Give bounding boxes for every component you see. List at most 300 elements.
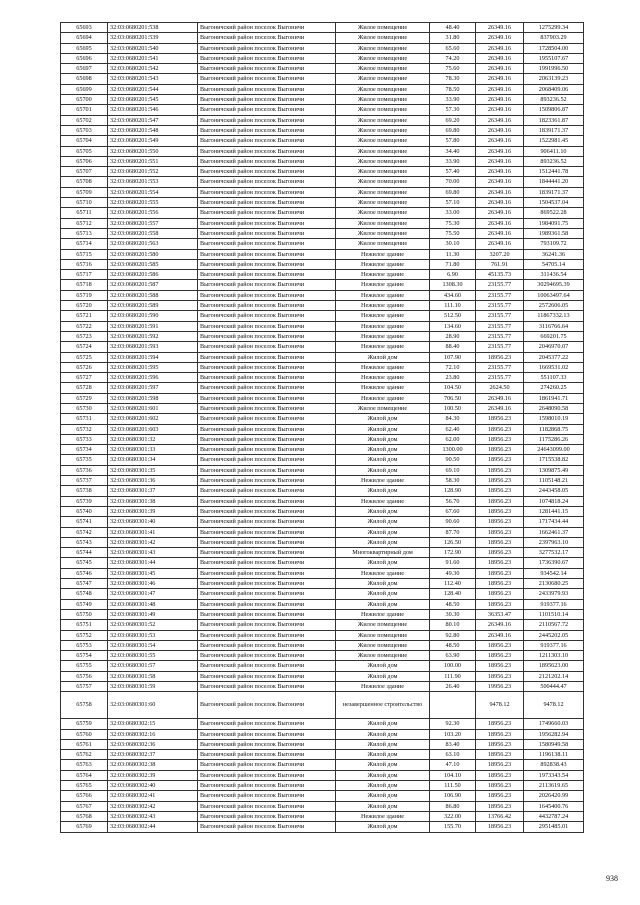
- address-cell: Выгоничский район поселок Выгоничи: [198, 496, 336, 506]
- row-number-cell: 65704: [61, 136, 108, 146]
- address-cell: Выгоничский район поселок Выгоничи: [198, 105, 336, 115]
- area-cell: 57.10: [430, 198, 476, 208]
- unit-value-cell: 19956.23: [476, 682, 524, 692]
- table-row: [61, 414, 584, 424]
- table-row: [61, 671, 584, 681]
- object-type-cell: Жилое помещение: [336, 620, 430, 630]
- row-number-cell: 65714: [61, 239, 108, 249]
- object-type-cell: Многоквартирный дом: [336, 548, 430, 558]
- cadastral-number-cell: 32:03:0680201:542: [108, 64, 198, 74]
- unit-value-cell: 23155.77: [476, 290, 524, 300]
- row-number-cell: 65731: [61, 414, 108, 424]
- cadastral-number-cell: 32:03:0680201:539: [108, 33, 198, 43]
- unit-value-cell: 18956.23: [476, 781, 524, 791]
- cadastral-value-cell: 3277532.17: [524, 548, 584, 558]
- table-row: [61, 43, 584, 53]
- object-type-cell: Жилой дом: [336, 506, 430, 516]
- address-cell: Выгоничский район поселок Выгоничи: [198, 781, 336, 791]
- row-number-cell: 65727: [61, 373, 108, 383]
- cadastral-number-cell: 32:03:0680301:52: [108, 620, 198, 630]
- table-row: [61, 434, 584, 444]
- cadastral-value-cell: 1895623.00: [524, 661, 584, 671]
- cadastral-value-cell: 1861941.71: [524, 393, 584, 403]
- table-row: [61, 187, 584, 197]
- area-cell: 30.10: [430, 239, 476, 249]
- area-cell: 111.10: [430, 301, 476, 311]
- document-page: [60, 22, 583, 833]
- cadastral-number-cell: 32:03:0680301:39: [108, 506, 198, 516]
- cadastral-number-cell: 32:03:0680302:41: [108, 791, 198, 801]
- table-row: [61, 115, 584, 125]
- unit-value-cell: 26349.16: [476, 167, 524, 177]
- address-cell: Выгоничский район поселок Выгоничи: [198, 414, 336, 424]
- table-row: [61, 548, 584, 558]
- address-cell: Выгоничский район поселок Выгоничи: [198, 290, 336, 300]
- cadastral-number-cell: 32:03:0680201:596: [108, 373, 198, 383]
- address-cell: Выгоничский район поселок Выгоничи: [198, 198, 336, 208]
- unit-value-cell: 18956.23: [476, 801, 524, 811]
- unit-value-cell: 18956.23: [476, 568, 524, 578]
- area-cell: 91.60: [430, 558, 476, 568]
- area-cell: 63.10: [430, 750, 476, 760]
- row-number-cell: 65726: [61, 362, 108, 372]
- table-row: [61, 270, 584, 280]
- row-number-cell: 65729: [61, 393, 108, 403]
- unit-value-cell: 26349.16: [476, 136, 524, 146]
- row-number-cell: 65703: [61, 125, 108, 135]
- cadastral-value-cell: 2433979.93: [524, 589, 584, 599]
- address-cell: Выгоничский район поселок Выгоничи: [198, 589, 336, 599]
- row-number-cell: 65705: [61, 146, 108, 156]
- object-type-cell: Жилой дом: [336, 589, 430, 599]
- row-number-cell: 65762: [61, 750, 108, 760]
- object-type-cell: Жилой дом: [336, 352, 430, 362]
- cadastral-value-cell: 1669531.02: [524, 362, 584, 372]
- cadastral-number-cell: 32:03:0680301:54: [108, 640, 198, 650]
- unit-value-cell: 45135.73: [476, 270, 524, 280]
- area-cell: 28.90: [430, 331, 476, 341]
- area-cell: 1308.30: [430, 280, 476, 290]
- cadastral-value-cell: 906411.10: [524, 146, 584, 156]
- cadastral-number-cell: 32:03:0680201:595: [108, 362, 198, 372]
- unit-value-cell: 26349.16: [476, 125, 524, 135]
- table-row: [61, 476, 584, 486]
- unit-value-cell: 26349.16: [476, 74, 524, 84]
- area-cell: 57.40: [430, 167, 476, 177]
- table-row: [61, 64, 584, 74]
- area-cell: 26.40: [430, 682, 476, 692]
- cadastral-number-cell: 32:03:0680302:16: [108, 729, 198, 739]
- area-cell: 90.50: [430, 455, 476, 465]
- table-row: [61, 599, 584, 609]
- cadastral-number-cell: 32:03:0680201:563: [108, 239, 198, 249]
- object-type-cell: Жилое помещение: [336, 651, 430, 661]
- address-cell: Выгоничский район поселок Выгоничи: [198, 239, 336, 249]
- cadastral-value-cell: 36241.36: [524, 249, 584, 259]
- unit-value-cell: 18956.23: [476, 414, 524, 424]
- object-type-cell: Жилой дом: [336, 781, 430, 791]
- cadastral-number-cell: 32:03:0680201:598: [108, 393, 198, 403]
- object-type-cell: Жилой дом: [336, 671, 430, 681]
- cadastral-number-cell: 32:03:0680201:552: [108, 167, 198, 177]
- unit-value-cell: 23155.77: [476, 301, 524, 311]
- cadastral-number-cell: 32:03:0680302:37: [108, 750, 198, 760]
- cadastral-number-cell: 32:03:0680301:59: [108, 682, 198, 692]
- object-type-cell: Жилой дом: [336, 822, 430, 832]
- table-row: [61, 373, 584, 383]
- address-cell: Выгоничский район поселок Выгоничи: [198, 537, 336, 547]
- cadastral-value-cell: 1196138.11: [524, 750, 584, 760]
- unit-value-cell: 23155.77: [476, 362, 524, 372]
- table-row: [61, 33, 584, 43]
- unit-value-cell: 9478.12: [476, 692, 524, 719]
- table-row: [61, 136, 584, 146]
- address-cell: Выгоничский район поселок Выгоничи: [198, 95, 336, 105]
- table-row: [61, 791, 584, 801]
- object-type-cell: Нежилое здание: [336, 568, 430, 578]
- cadastral-number-cell: 32:03:0680201:551: [108, 156, 198, 166]
- row-number-cell: 65721: [61, 311, 108, 321]
- row-number-cell: 65765: [61, 781, 108, 791]
- cadastral-value-cell: 1101510.14: [524, 609, 584, 619]
- unit-value-cell: 18956.23: [476, 352, 524, 362]
- table-row: [61, 682, 584, 692]
- cadastral-number-cell: 32:03:0680201:587: [108, 280, 198, 290]
- row-number-cell: 65761: [61, 739, 108, 749]
- cadastral-value-cell: 2046970.07: [524, 342, 584, 352]
- row-number-cell: 65700: [61, 95, 108, 105]
- row-number-cell: 65759: [61, 719, 108, 729]
- area-cell: 6.90: [430, 270, 476, 280]
- address-cell: Выгоничский район поселок Выгоничи: [198, 53, 336, 63]
- row-number-cell: 65734: [61, 445, 108, 455]
- object-type-cell: Жилое помещение: [336, 74, 430, 84]
- address-cell: Выгоничский район поселок Выгоничи: [198, 506, 336, 516]
- cadastral-number-cell: 32:03:0680201:593: [108, 342, 198, 352]
- cadastral-value-cell: 1281441.15: [524, 506, 584, 516]
- table-row: [61, 424, 584, 434]
- row-number-cell: 65706: [61, 156, 108, 166]
- row-number-cell: 65730: [61, 403, 108, 413]
- object-type-cell: Жилое помещение: [336, 228, 430, 238]
- area-cell: 100.50: [430, 403, 476, 413]
- area-cell: 33.00: [430, 208, 476, 218]
- address-cell: Выгоничский район поселок Выгоничи: [198, 579, 336, 589]
- row-number-cell: 65732: [61, 424, 108, 434]
- object-type-cell: Нежилое здание: [336, 301, 430, 311]
- address-cell: Выгоничский район поселок Выгоничи: [198, 739, 336, 749]
- address-cell: Выгоничский район поселок Выгоничи: [198, 822, 336, 832]
- table-row: [61, 105, 584, 115]
- area-cell: 100.00: [430, 661, 476, 671]
- cadastral-value-cell: 1522981.45: [524, 136, 584, 146]
- cadastral-number-cell: 32:03:0680301:55: [108, 651, 198, 661]
- unit-value-cell: 18956.23: [476, 640, 524, 650]
- table-row: [61, 352, 584, 362]
- row-number-cell: 65747: [61, 579, 108, 589]
- row-number-cell: 65740: [61, 506, 108, 516]
- area-cell: 90.60: [430, 517, 476, 527]
- object-type-cell: Жилой дом: [336, 739, 430, 749]
- table-row: [61, 208, 584, 218]
- table-row: [61, 692, 584, 719]
- cadastral-value-cell: 2121202.14: [524, 671, 584, 681]
- object-type-cell: Жилой дом: [336, 486, 430, 496]
- unit-value-cell: 761.91: [476, 259, 524, 269]
- cadastral-value-cell: 1736390.67: [524, 558, 584, 568]
- area-cell: 172.90: [430, 548, 476, 558]
- object-type-cell: Жилой дом: [336, 579, 430, 589]
- row-number-cell: 65745: [61, 558, 108, 568]
- cadastral-number-cell: 32:03:0680301:48: [108, 599, 198, 609]
- area-cell: 69.20: [430, 115, 476, 125]
- unit-value-cell: 26349.16: [476, 630, 524, 640]
- address-cell: Выгоничский район поселок Выгоничи: [198, 811, 336, 821]
- cadastral-value-cell: 2130680.25: [524, 579, 584, 589]
- object-type-cell: Жилое помещение: [336, 64, 430, 74]
- cadastral-value-cell: 893236.52: [524, 95, 584, 105]
- address-cell: Выгоничский район поселок Выгоничи: [198, 208, 336, 218]
- row-number-cell: 65768: [61, 811, 108, 821]
- table-row: [61, 84, 584, 94]
- address-cell: Выгоничский район поселок Выгоничи: [198, 259, 336, 269]
- row-number-cell: 65749: [61, 599, 108, 609]
- area-cell: 322.00: [430, 811, 476, 821]
- address-cell: Выгоничский район поселок Выгоничи: [198, 558, 336, 568]
- table-row: [61, 568, 584, 578]
- area-cell: 706.50: [430, 393, 476, 403]
- object-type-cell: Жилое помещение: [336, 95, 430, 105]
- unit-value-cell: 26349.16: [476, 239, 524, 249]
- object-type-cell: Жилое помещение: [336, 403, 430, 413]
- table-row: [61, 739, 584, 749]
- row-number-cell: 65743: [61, 537, 108, 547]
- cadastral-value-cell: 30294695.39: [524, 280, 584, 290]
- table-row: [61, 465, 584, 475]
- cadastral-value-cell: 10063497.64: [524, 290, 584, 300]
- table-row: [61, 198, 584, 208]
- table-row: [61, 651, 584, 661]
- table-row: [61, 393, 584, 403]
- address-cell: Выгоничский район поселок Выгоничи: [198, 682, 336, 692]
- area-cell: 128.90: [430, 486, 476, 496]
- cadastral-number-cell: 32:03:0680302:43: [108, 811, 198, 821]
- unit-value-cell: 18956.23: [476, 527, 524, 537]
- area-cell: 31.80: [430, 33, 476, 43]
- address-cell: Выгоничский район поселок Выгоничи: [198, 630, 336, 640]
- cadastral-number-cell: 32:03:0680301:37: [108, 486, 198, 496]
- unit-value-cell: 26349.16: [476, 33, 524, 43]
- address-cell: Выгоничский район поселок Выгоничи: [198, 228, 336, 238]
- address-cell: Выгоничский район поселок Выгоничи: [198, 280, 336, 290]
- area-cell: 48.50: [430, 640, 476, 650]
- unit-value-cell: 18956.23: [476, 579, 524, 589]
- row-number-cell: 65719: [61, 290, 108, 300]
- address-cell: Выгоничский район поселок Выгоничи: [198, 373, 336, 383]
- cadastral-value-cell: 1182868.75: [524, 424, 584, 434]
- area-cell: 155.70: [430, 822, 476, 832]
- object-type-cell: Жилой дом: [336, 770, 430, 780]
- object-type-cell: Жилой дом: [336, 537, 430, 547]
- unit-value-cell: 23155.77: [476, 373, 524, 383]
- cadastral-value-cell: 919377.16: [524, 599, 584, 609]
- row-number-cell: 65710: [61, 198, 108, 208]
- cadastral-value-cell: 2113619.65: [524, 781, 584, 791]
- unit-value-cell: 23155.77: [476, 311, 524, 321]
- area-cell: 112.40: [430, 579, 476, 589]
- area-cell: 104.10: [430, 770, 476, 780]
- address-cell: Выгоничский район поселок Выгоничи: [198, 517, 336, 527]
- address-cell: Выгоничский район поселок Выгоничи: [198, 434, 336, 444]
- address-cell: Выгоничский район поселок Выгоничи: [198, 651, 336, 661]
- row-number-cell: 65755: [61, 661, 108, 671]
- table-row: [61, 589, 584, 599]
- unit-value-cell: 26349.16: [476, 115, 524, 125]
- area-cell: 104.50: [430, 383, 476, 393]
- row-number-cell: 65717: [61, 270, 108, 280]
- row-number-cell: 65736: [61, 465, 108, 475]
- cadastral-value-cell: 1956282.94: [524, 729, 584, 739]
- row-number-cell: 65701: [61, 105, 108, 115]
- row-number-cell: 65742: [61, 527, 108, 537]
- cadastral-number-cell: 32:03:0680201:590: [108, 311, 198, 321]
- cadastral-number-cell: 32:03:0680201:550: [108, 146, 198, 156]
- cadastral-number-cell: 32:03:0680302:40: [108, 781, 198, 791]
- object-type-cell: Нежилое здание: [336, 393, 430, 403]
- row-number-cell: 65696: [61, 53, 108, 63]
- object-type-cell: Нежилое здание: [336, 342, 430, 352]
- cadastral-number-cell: 32:03:0680201:546: [108, 105, 198, 115]
- object-type-cell: Жилое помещение: [336, 53, 430, 63]
- unit-value-cell: 18956.23: [476, 651, 524, 661]
- object-type-cell: Нежилое здание: [336, 476, 430, 486]
- cadastral-value-cell: 892838.43: [524, 760, 584, 770]
- cadastral-number-cell: 32:03:0680201:585: [108, 259, 198, 269]
- area-cell: 48.50: [430, 599, 476, 609]
- table-row: [61, 290, 584, 300]
- address-cell: Выгоничский район поселок Выгоничи: [198, 249, 336, 259]
- cadastral-value-cell: 1955107.67: [524, 53, 584, 63]
- object-type-cell: Жилое помещение: [336, 239, 430, 249]
- table-row: [61, 342, 584, 352]
- cadastral-value-cell: 1645400.76: [524, 801, 584, 811]
- unit-value-cell: 26349.16: [476, 146, 524, 156]
- unit-value-cell: 23155.77: [476, 342, 524, 352]
- unit-value-cell: 26349.16: [476, 23, 524, 33]
- cadastral-value-cell: 274260.25: [524, 383, 584, 393]
- object-type-cell: Нежилое здание: [336, 259, 430, 269]
- cadastral-number-cell: 32:03:0680302:15: [108, 719, 198, 729]
- address-cell: Выгоничский район поселок Выгоничи: [198, 486, 336, 496]
- object-type-cell: Нежилое здание: [336, 290, 430, 300]
- address-cell: Выгоничский район поселок Выгоничи: [198, 424, 336, 434]
- cadastral-number-cell: 32:03:0680201:588: [108, 290, 198, 300]
- object-type-cell: Нежилое здание: [336, 383, 430, 393]
- area-cell: 67.60: [430, 506, 476, 516]
- unit-value-cell: 36353.47: [476, 609, 524, 619]
- table-row: [61, 177, 584, 187]
- address-cell: Выгоничский район поселок Выгоничи: [198, 136, 336, 146]
- cadastral-value-cell: 2068409.06: [524, 84, 584, 94]
- unit-value-cell: 18956.23: [476, 750, 524, 760]
- cadastral-number-cell: 32:03:0680301:43: [108, 548, 198, 558]
- row-number-cell: 65767: [61, 801, 108, 811]
- object-type-cell: Жилой дом: [336, 661, 430, 671]
- area-cell: 30.30: [430, 609, 476, 619]
- unit-value-cell: 26349.16: [476, 187, 524, 197]
- cadastral-value-cell: 9478.12: [524, 692, 584, 719]
- address-cell: Выгоничский район поселок Выгоничи: [198, 167, 336, 177]
- area-cell: 56.70: [430, 496, 476, 506]
- cadastral-value-cell: 1717434.44: [524, 517, 584, 527]
- unit-value-cell: 18956.23: [476, 589, 524, 599]
- cadastral-value-cell: 54705.14: [524, 259, 584, 269]
- table-row: [61, 770, 584, 780]
- object-type-cell: Жилой дом: [336, 455, 430, 465]
- cadastral-number-cell: 32:03:0680201:553: [108, 177, 198, 187]
- object-type-cell: Жилой дом: [336, 719, 430, 729]
- table-row: [61, 729, 584, 739]
- table-body: [61, 23, 584, 833]
- object-type-cell: Жилой дом: [336, 750, 430, 760]
- unit-value-cell: 18956.23: [476, 445, 524, 455]
- address-cell: Выгоничский район поселок Выгоничи: [198, 146, 336, 156]
- row-number-cell: 65693: [61, 23, 108, 33]
- address-cell: Выгоничский район поселок Выгоничи: [198, 115, 336, 125]
- address-cell: Выгоничский район поселок Выгоничи: [198, 609, 336, 619]
- area-cell: 62.40: [430, 424, 476, 434]
- row-number-cell: 65718: [61, 280, 108, 290]
- cadastral-value-cell: 1839171.37: [524, 187, 584, 197]
- table-row: [61, 383, 584, 393]
- area-cell: 71.80: [430, 259, 476, 269]
- cadastral-number-cell: 32:03:0680201:556: [108, 208, 198, 218]
- cadastral-number-cell: 32:03:0680201:540: [108, 43, 198, 53]
- cadastral-number-cell: 32:03:0680201:589: [108, 301, 198, 311]
- unit-value-cell: 18956.23: [476, 455, 524, 465]
- cadastral-value-cell: 24643099.00: [524, 445, 584, 455]
- unit-value-cell: 2624.50: [476, 383, 524, 393]
- address-cell: Выгоничский район поселок Выгоничи: [198, 445, 336, 455]
- cadastral-value-cell: 1105148.21: [524, 476, 584, 486]
- cadastral-number-cell: 32:03:0680301:45: [108, 568, 198, 578]
- address-cell: Выгоничский район поселок Выгоничи: [198, 770, 336, 780]
- row-number-cell: 65708: [61, 177, 108, 187]
- cadastral-value-cell: 2026420.99: [524, 791, 584, 801]
- object-type-cell: Жилое помещение: [336, 84, 430, 94]
- area-cell: 33.90: [430, 156, 476, 166]
- area-cell: 75.50: [430, 228, 476, 238]
- row-number-cell: 65735: [61, 455, 108, 465]
- object-type-cell: Нежилое здание: [336, 496, 430, 506]
- cadastral-number-cell: 32:03:0680201:543: [108, 74, 198, 84]
- address-cell: Выгоничский район поселок Выгоничи: [198, 791, 336, 801]
- area-cell: 69.10: [430, 465, 476, 475]
- unit-value-cell: 18956.23: [476, 476, 524, 486]
- address-cell: Выгоничский район поселок Выгоничи: [198, 301, 336, 311]
- row-number-cell: 65724: [61, 342, 108, 352]
- cadastral-value-cell: 2648090.58: [524, 403, 584, 413]
- row-number-cell: 65758: [61, 692, 108, 719]
- cadastral-number-cell: 32:03:0680201:558: [108, 228, 198, 238]
- address-cell: Выгоничский район поселок Выгоничи: [198, 599, 336, 609]
- row-number-cell: 65760: [61, 729, 108, 739]
- row-number-cell: 65728: [61, 383, 108, 393]
- area-cell: 83.40: [430, 739, 476, 749]
- address-cell: Выгоничский район поселок Выгоничи: [198, 527, 336, 537]
- object-type-cell: Нежилое здание: [336, 362, 430, 372]
- cadastral-number-cell: 32:03:0680201:544: [108, 84, 198, 94]
